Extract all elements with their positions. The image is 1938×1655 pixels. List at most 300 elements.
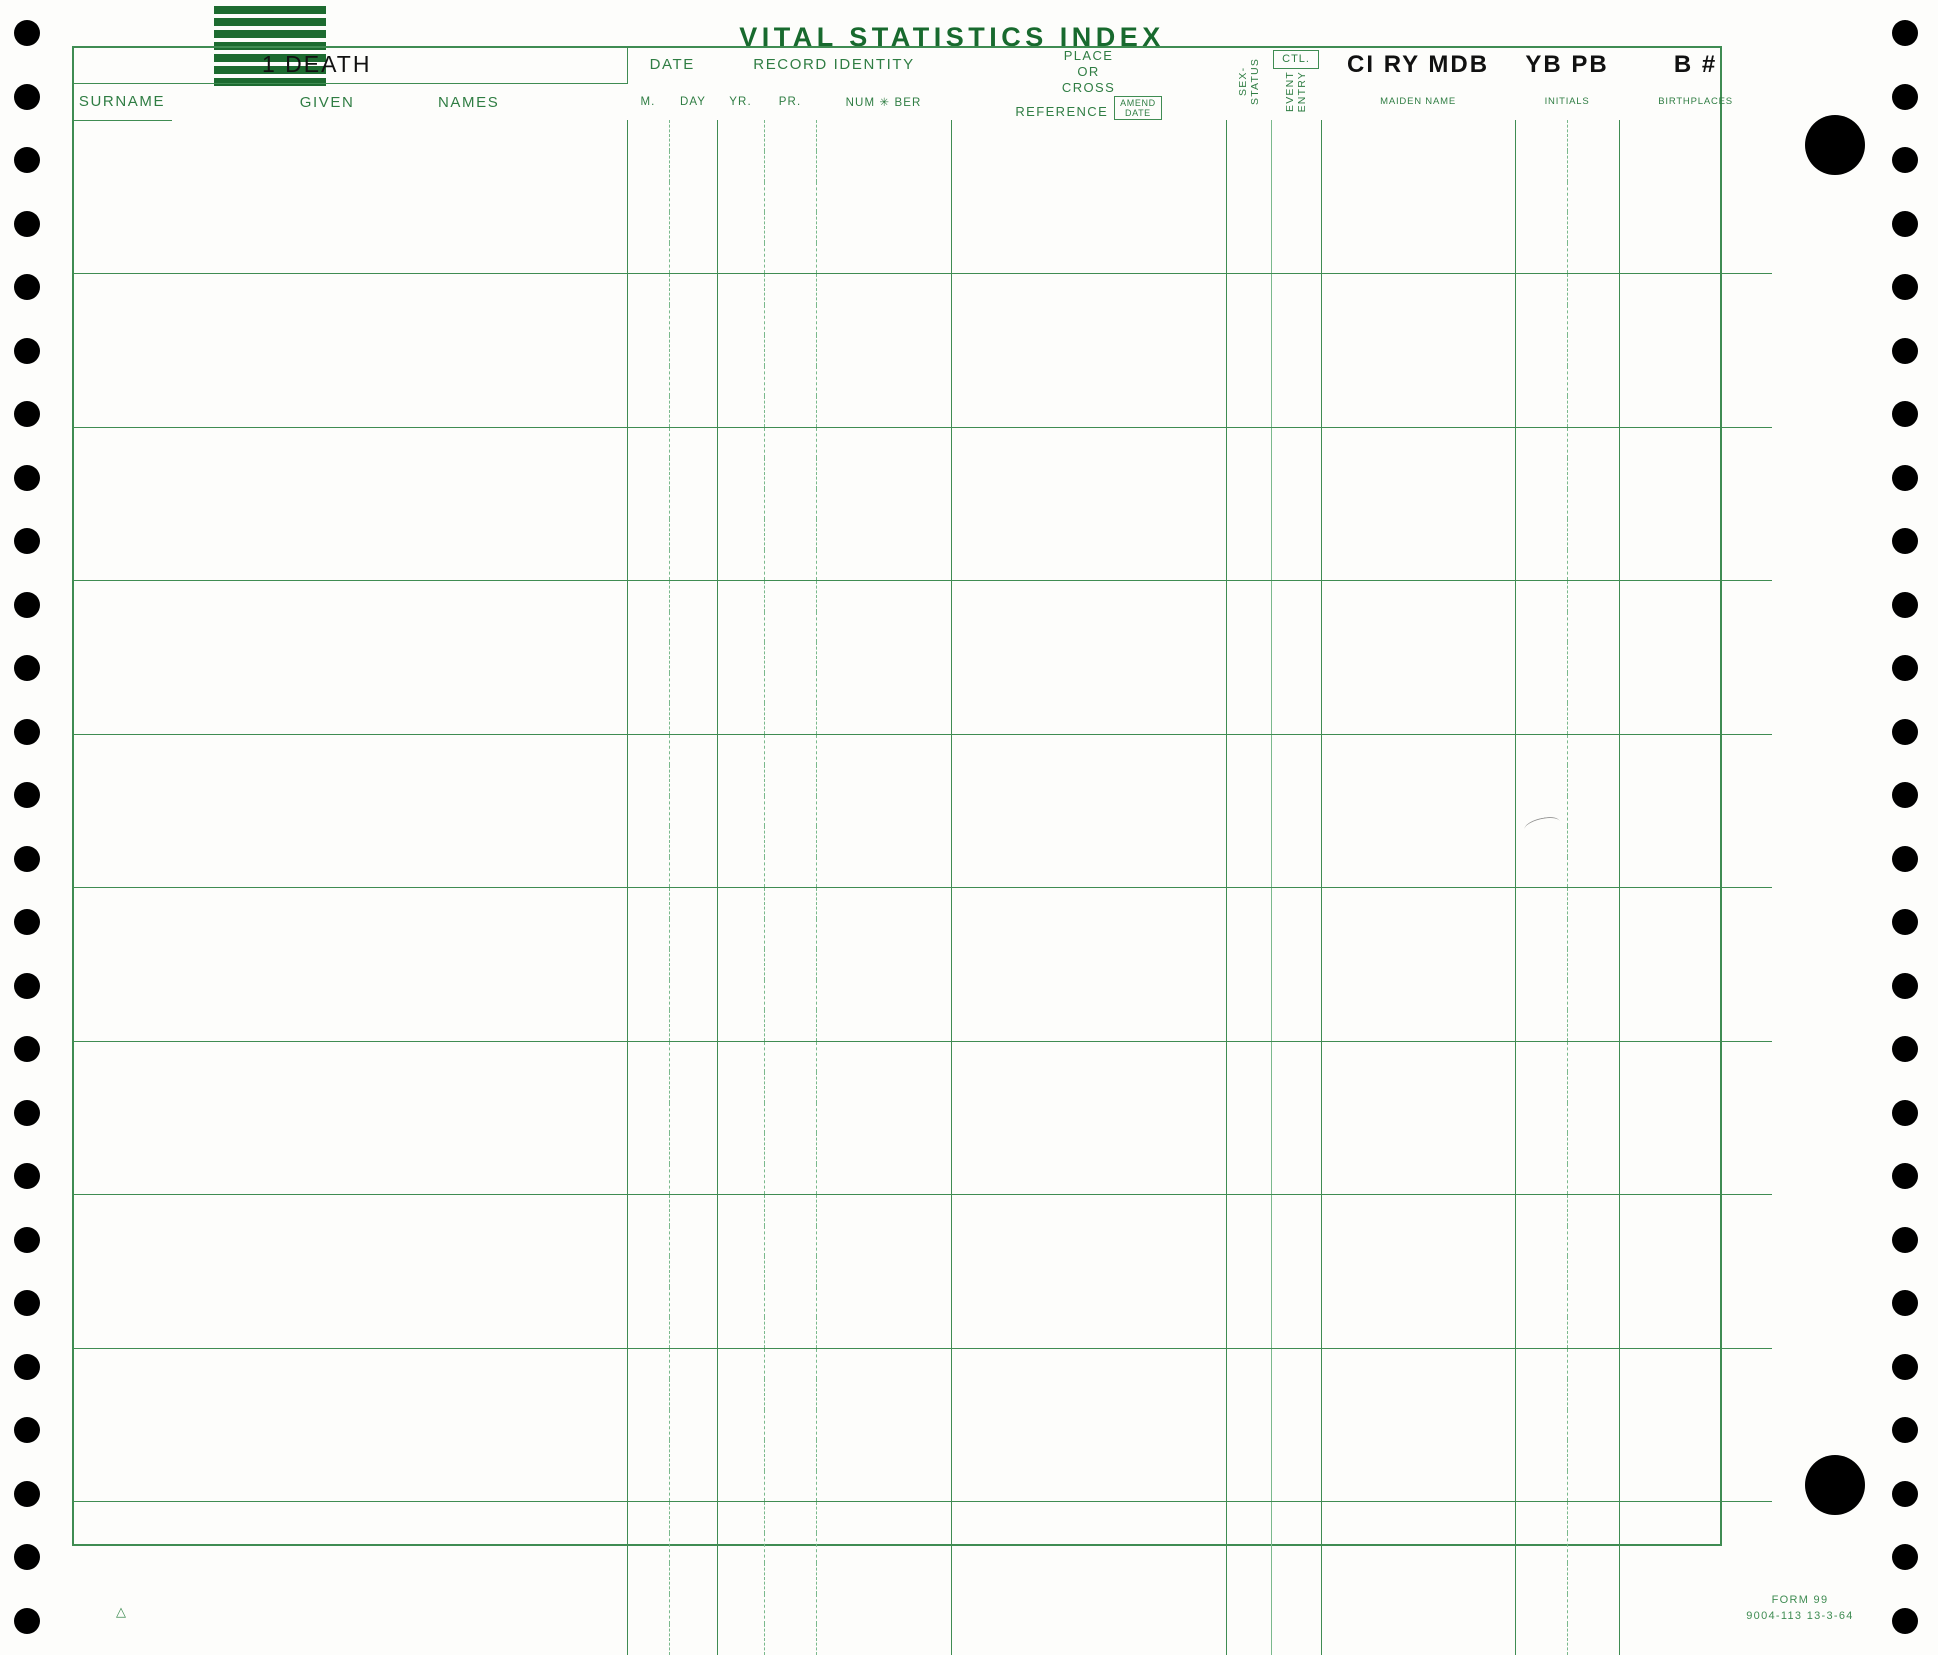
cell-year — [717, 1594, 764, 1625]
cell-day — [669, 1533, 717, 1564]
cell-place — [951, 1348, 1226, 1379]
cell-sex — [1226, 182, 1271, 213]
cell-sex — [1226, 1624, 1271, 1655]
punch-hole — [14, 465, 40, 491]
cell-number — [816, 1287, 951, 1318]
cell-yb — [1515, 1624, 1567, 1655]
cell-sex — [1226, 1226, 1271, 1257]
cell-pb — [1567, 642, 1619, 673]
cell-name — [72, 335, 627, 366]
cell-ci — [1321, 243, 1365, 274]
cell-ci — [1321, 581, 1365, 612]
cell-month — [627, 734, 669, 765]
cell-pb — [1567, 1440, 1619, 1471]
cell-name — [72, 396, 627, 427]
cell-pb — [1567, 489, 1619, 520]
cell-month — [627, 274, 669, 305]
cell-pb — [1567, 396, 1619, 427]
table-row — [72, 396, 1772, 427]
cell-ci — [1321, 305, 1365, 336]
cell-sex — [1226, 1072, 1271, 1103]
cell-name — [72, 1010, 627, 1041]
punch-hole — [14, 211, 40, 237]
cell-pr — [764, 826, 816, 857]
cell-year — [717, 151, 764, 182]
punch-hole — [14, 592, 40, 618]
cell-sex — [1226, 734, 1271, 765]
cell-ci — [1321, 427, 1365, 458]
cell-yb — [1515, 489, 1567, 520]
cell-number — [816, 396, 951, 427]
cell-month — [627, 796, 669, 827]
cell-sex — [1226, 1440, 1271, 1471]
cell-name — [72, 1226, 627, 1257]
cell-b-number — [1619, 274, 1772, 305]
cell-day — [669, 1226, 717, 1257]
cell-pr — [764, 212, 816, 243]
punch-hole — [14, 1163, 40, 1189]
cell-name — [72, 673, 627, 704]
cell-yb — [1515, 1348, 1567, 1379]
table-row — [72, 1226, 1772, 1257]
cell-ci — [1321, 1010, 1365, 1041]
table-row — [72, 1287, 1772, 1318]
cell-maiden-name — [1365, 489, 1515, 520]
cell-pb — [1567, 366, 1619, 397]
header-maiden-name: MAIDEN NAME — [1380, 96, 1456, 108]
cell-maiden-name — [1365, 1348, 1515, 1379]
cell-day — [669, 335, 717, 366]
cell-maiden-name — [1365, 1072, 1515, 1103]
cell-event-entry — [1271, 1563, 1321, 1594]
cell-b-number — [1619, 1624, 1772, 1655]
cell-sex — [1226, 151, 1271, 182]
cell-day — [669, 396, 717, 427]
cell-pb — [1567, 1256, 1619, 1287]
cell-pr — [764, 151, 816, 182]
cell-event-entry — [1271, 581, 1321, 612]
cell-b-number — [1619, 1226, 1772, 1257]
cell-place — [951, 550, 1226, 581]
cell-yb — [1515, 1072, 1567, 1103]
cell-yb — [1515, 458, 1567, 489]
cell-ci — [1321, 642, 1365, 673]
table-row — [72, 1410, 1772, 1441]
cell-sex — [1226, 1195, 1271, 1226]
cell-day — [669, 1440, 717, 1471]
table-row — [72, 581, 1772, 612]
cell-month — [627, 1379, 669, 1410]
cell-year — [717, 1410, 764, 1441]
table-row — [72, 458, 1772, 489]
cell-pr — [764, 1317, 816, 1348]
cell-name — [72, 581, 627, 612]
cell-day — [669, 1502, 717, 1533]
punch-hole — [14, 1544, 40, 1570]
cell-event-entry — [1271, 1379, 1321, 1410]
cell-ci — [1321, 1256, 1365, 1287]
page-title: VITAL STATISTICS INDEX — [739, 22, 1165, 52]
header-ci-ry-mdb: CI RY MDB — [1347, 50, 1490, 78]
cell-name — [72, 1379, 627, 1410]
cell-pb — [1567, 1195, 1619, 1226]
cell-pr — [764, 120, 816, 151]
cell-maiden-name — [1365, 212, 1515, 243]
table-body — [72, 120, 1772, 1655]
cell-pr — [764, 274, 816, 305]
punch-hole — [14, 1100, 40, 1126]
section-label: 1 DEATH — [72, 46, 627, 84]
cell-ci — [1321, 1594, 1365, 1625]
header-b-number: B # — [1673, 50, 1718, 78]
cell-event-entry — [1271, 1041, 1321, 1072]
cell-place — [951, 274, 1226, 305]
cell-name — [72, 1502, 627, 1533]
cell-event-entry — [1271, 1471, 1321, 1502]
table-row — [72, 642, 1772, 673]
cell-maiden-name — [1365, 550, 1515, 581]
cell-b-number — [1619, 335, 1772, 366]
cell-day — [669, 1348, 717, 1379]
cell-month — [627, 857, 669, 888]
punch-hole — [1892, 1481, 1918, 1507]
header-month: M. — [640, 95, 656, 108]
cell-day — [669, 980, 717, 1011]
cell-ci — [1321, 1440, 1365, 1471]
cell-sex — [1226, 1594, 1271, 1625]
cell-yb — [1515, 1440, 1567, 1471]
cell-day — [669, 305, 717, 336]
table-row — [72, 489, 1772, 520]
cell-place — [951, 1195, 1226, 1226]
cell-month — [627, 1348, 669, 1379]
cell-ci — [1321, 335, 1365, 366]
cell-year — [717, 919, 764, 950]
cell-sex — [1226, 550, 1271, 581]
cell-name — [72, 274, 627, 305]
header-amend-line2: DATE — [1125, 108, 1151, 118]
cell-day — [669, 765, 717, 796]
punch-hole — [1892, 528, 1918, 554]
cell-event-entry — [1271, 1010, 1321, 1041]
cell-pb — [1567, 612, 1619, 643]
cell-yb — [1515, 1041, 1567, 1072]
header-place-line4: REFERENCE — [1015, 104, 1109, 119]
cell-ci — [1321, 1041, 1365, 1072]
cell-number — [816, 427, 951, 458]
table-row — [72, 305, 1772, 336]
cell-b-number — [1619, 489, 1772, 520]
cell-pb — [1567, 212, 1619, 243]
cell-sex — [1226, 1533, 1271, 1564]
cell-number — [816, 550, 951, 581]
cell-b-number — [1619, 305, 1772, 336]
cell-ci — [1321, 888, 1365, 919]
cell-place — [951, 919, 1226, 950]
header-ctl-event-entry — [1271, 46, 1321, 120]
cell-ci — [1321, 151, 1365, 182]
cell-yb — [1515, 1317, 1567, 1348]
cell-maiden-name — [1365, 1287, 1515, 1318]
cell-year — [717, 826, 764, 857]
table-row — [72, 427, 1772, 458]
cell-pb — [1567, 120, 1619, 151]
cell-number — [816, 182, 951, 213]
cell-month — [627, 1533, 669, 1564]
header-ctl: CTL. — [1273, 50, 1319, 69]
cell-month — [627, 120, 669, 151]
cell-maiden-name — [1365, 1533, 1515, 1564]
cell-number — [816, 1594, 951, 1625]
cell-yb — [1515, 1533, 1567, 1564]
cell-month — [627, 366, 669, 397]
cell-name — [72, 1103, 627, 1134]
cell-day — [669, 1379, 717, 1410]
cell-name — [72, 1287, 627, 1318]
cell-number — [816, 212, 951, 243]
cell-number — [816, 642, 951, 673]
cell-day — [669, 1072, 717, 1103]
cell-sex — [1226, 1010, 1271, 1041]
cell-pb — [1567, 581, 1619, 612]
cell-number — [816, 949, 951, 980]
cell-sex — [1226, 612, 1271, 643]
cell-number — [816, 1164, 951, 1195]
cell-b-number — [1619, 949, 1772, 980]
cell-yb — [1515, 1103, 1567, 1134]
cell-year — [717, 396, 764, 427]
cell-event-entry — [1271, 980, 1321, 1011]
cell-b-number — [1619, 1164, 1772, 1195]
punch-hole — [14, 1417, 40, 1443]
table-row — [72, 1072, 1772, 1103]
cell-place — [951, 826, 1226, 857]
table-row — [72, 980, 1772, 1011]
cell-maiden-name — [1365, 120, 1515, 151]
cell-year — [717, 581, 764, 612]
cell-pb — [1567, 1410, 1619, 1441]
cell-year — [717, 612, 764, 643]
cell-maiden-name — [1365, 1256, 1515, 1287]
cell-number — [816, 489, 951, 520]
cell-month — [627, 1624, 669, 1655]
cell-event-entry — [1271, 489, 1321, 520]
cell-month — [627, 1010, 669, 1041]
cell-place — [951, 1226, 1226, 1257]
table-row — [72, 1348, 1772, 1379]
punch-hole — [1892, 211, 1918, 237]
cell-year — [717, 519, 764, 550]
cell-place — [951, 519, 1226, 550]
cell-name — [72, 366, 627, 397]
cell-maiden-name — [1365, 796, 1515, 827]
cell-yb — [1515, 1256, 1567, 1287]
cell-event-entry — [1271, 642, 1321, 673]
cell-maiden-name — [1365, 519, 1515, 550]
cell-sex — [1226, 1103, 1271, 1134]
punch-hole — [14, 1290, 40, 1316]
cell-number — [816, 1410, 951, 1441]
cell-b-number — [1619, 1195, 1772, 1226]
cell-place — [951, 1041, 1226, 1072]
cell-event-entry — [1271, 1410, 1321, 1441]
cell-year — [717, 949, 764, 980]
cell-pr — [764, 1287, 816, 1318]
cell-month — [627, 550, 669, 581]
cell-ci — [1321, 120, 1365, 151]
cell-place — [951, 581, 1226, 612]
cell-month — [627, 1440, 669, 1471]
cell-day — [669, 673, 717, 704]
cell-event-entry — [1271, 212, 1321, 243]
cell-month — [627, 335, 669, 366]
cell-sex — [1226, 1317, 1271, 1348]
cell-event-entry — [1271, 612, 1321, 643]
cell-yb — [1515, 1502, 1567, 1533]
cell-place — [951, 243, 1226, 274]
cell-pr — [764, 857, 816, 888]
cell-pb — [1567, 765, 1619, 796]
cell-b-number — [1619, 1072, 1772, 1103]
cell-event-entry — [1271, 243, 1321, 274]
cell-pr — [764, 703, 816, 734]
cell-maiden-name — [1365, 458, 1515, 489]
cell-event-entry — [1271, 305, 1321, 336]
cell-place — [951, 182, 1226, 213]
cell-number — [816, 980, 951, 1011]
cell-month — [627, 212, 669, 243]
cell-event-entry — [1271, 1533, 1321, 1564]
header-entry: ENTRY — [1296, 70, 1309, 112]
table-row — [72, 1317, 1772, 1348]
cell-month — [627, 1164, 669, 1195]
cell-month — [627, 826, 669, 857]
cell-day — [669, 888, 717, 919]
cell-yb — [1515, 427, 1567, 458]
cell-month — [627, 1594, 669, 1625]
cell-pr — [764, 396, 816, 427]
cell-name — [72, 305, 627, 336]
cell-day — [669, 274, 717, 305]
cell-ci — [1321, 919, 1365, 950]
cell-ci — [1321, 1317, 1365, 1348]
cell-number — [816, 796, 951, 827]
cell-b-number — [1619, 427, 1772, 458]
cell-pb — [1567, 1072, 1619, 1103]
header-year: YR. — [729, 95, 752, 108]
cell-number — [816, 826, 951, 857]
cell-maiden-name — [1365, 1041, 1515, 1072]
cell-month — [627, 1256, 669, 1287]
cell-year — [717, 673, 764, 704]
cell-pr — [764, 612, 816, 643]
cell-place — [951, 458, 1226, 489]
cell-place — [951, 1010, 1226, 1041]
cell-pr — [764, 581, 816, 612]
table-row — [72, 703, 1772, 734]
cell-sex — [1226, 980, 1271, 1011]
cell-ci — [1321, 612, 1365, 643]
cell-yb — [1515, 1195, 1567, 1226]
table-row — [72, 335, 1772, 366]
cell-year — [717, 212, 764, 243]
cell-number — [816, 1103, 951, 1134]
table-row — [72, 1563, 1772, 1594]
cell-yb — [1515, 1287, 1567, 1318]
cell-event-entry — [1271, 1287, 1321, 1318]
cell-yb — [1515, 550, 1567, 581]
cell-sex — [1226, 765, 1271, 796]
cell-sex — [1226, 796, 1271, 827]
cell-year — [717, 857, 764, 888]
table-row — [72, 274, 1772, 305]
cell-maiden-name — [1365, 581, 1515, 612]
cell-number — [816, 1041, 951, 1072]
header-number: NUM ✳ BER — [845, 96, 922, 109]
punch-hole — [1892, 973, 1918, 999]
cell-day — [669, 703, 717, 734]
cell-maiden-name — [1365, 826, 1515, 857]
cell-b-number — [1619, 826, 1772, 857]
cell-place — [951, 1502, 1226, 1533]
cell-maiden-name — [1365, 949, 1515, 980]
cell-b-number — [1619, 366, 1772, 397]
cell-name — [72, 1256, 627, 1287]
cell-place — [951, 335, 1226, 366]
cell-month — [627, 182, 669, 213]
cell-pb — [1567, 1010, 1619, 1041]
cell-pb — [1567, 673, 1619, 704]
cell-maiden-name — [1365, 1195, 1515, 1226]
table-row — [72, 857, 1772, 888]
cell-place — [951, 1256, 1226, 1287]
cell-pr — [764, 949, 816, 980]
cell-day — [669, 519, 717, 550]
cell-pr — [764, 1348, 816, 1379]
cell-yb — [1515, 642, 1567, 673]
cell-maiden-name — [1365, 1563, 1515, 1594]
cell-sex — [1226, 1348, 1271, 1379]
cell-event-entry — [1271, 1226, 1321, 1257]
form-number-line2: 9004-113 13-3-64 — [1746, 1610, 1854, 1622]
punch-hole — [1892, 147, 1918, 173]
cell-number — [816, 366, 951, 397]
cell-pb — [1567, 1164, 1619, 1195]
table-row — [72, 612, 1772, 643]
cell-name — [72, 1624, 627, 1655]
punch-hole — [1892, 401, 1918, 427]
table-row — [72, 919, 1772, 950]
cell-month — [627, 765, 669, 796]
punch-hole — [1892, 592, 1918, 618]
header-place-or-cross-reference — [951, 46, 1226, 120]
cell-number — [816, 581, 951, 612]
cell-event-entry — [1271, 1164, 1321, 1195]
punch-hole — [14, 782, 40, 808]
cell-pr — [764, 980, 816, 1011]
cell-place — [951, 305, 1226, 336]
cell-place — [951, 1072, 1226, 1103]
header-initials: INITIALS — [1544, 96, 1590, 108]
cell-year — [717, 305, 764, 336]
cell-day — [669, 1410, 717, 1441]
cell-pb — [1567, 888, 1619, 919]
cell-yb — [1515, 1471, 1567, 1502]
cell-month — [627, 1410, 669, 1441]
cell-name — [72, 212, 627, 243]
cell-maiden-name — [1365, 1103, 1515, 1134]
cell-number — [816, 335, 951, 366]
